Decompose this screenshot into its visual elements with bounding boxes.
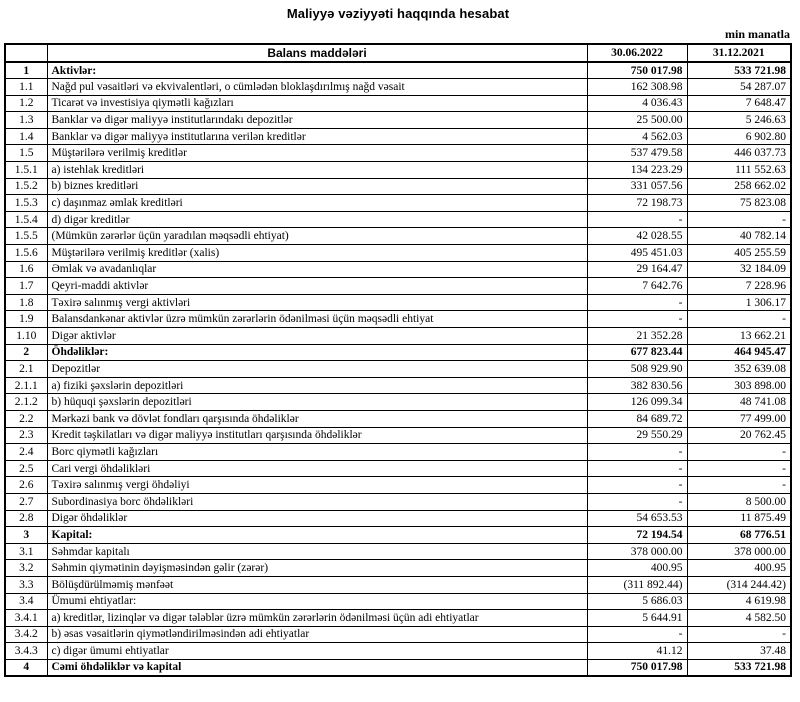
value-2022-cell: 25 500.00 [587, 112, 687, 129]
value-2021-cell: 11 875.49 [687, 510, 791, 527]
value-2021-cell: 37.48 [687, 643, 791, 660]
row-number-cell: 1.5.4 [5, 211, 47, 228]
value-2022-cell: 508 929.90 [587, 361, 687, 378]
value-2022-cell: 41.12 [587, 643, 687, 660]
row-label-cell: Müştərilərə verilmiş kreditlər (xalis) [47, 245, 587, 262]
row-number-cell: 1.1 [5, 79, 47, 96]
value-2022-cell: 5 686.03 [587, 593, 687, 610]
table-row [5, 278, 791, 295]
value-2022-cell: 84 689.72 [587, 410, 687, 427]
table-row [5, 211, 791, 228]
row-label-cell: d) digər kreditlər [47, 211, 587, 228]
table-row [5, 112, 791, 129]
table-body [5, 62, 791, 676]
table-row [5, 245, 791, 262]
value-2022-cell: - [587, 493, 687, 510]
table-row [5, 377, 791, 394]
row-label-cell: Nağd pul vəsaitləri və ekvivalentləri, o cümlədən bloklaşdırılmış nağd vəsait [47, 79, 587, 96]
row-number-cell: 1 [5, 62, 47, 79]
table-row [5, 195, 791, 212]
table-row [5, 95, 791, 112]
value-2022-cell: - [587, 477, 687, 494]
value-2022-cell: - [587, 444, 687, 461]
row-label-cell: Təxirə salınmış vergi öhdəliyi [47, 477, 587, 494]
value-2021-cell: 7 648.47 [687, 95, 791, 112]
row-number-cell: 3.1 [5, 543, 47, 560]
row-label-cell: Ticarət və investisiya qiymətli kağızları [47, 95, 587, 112]
value-2022-cell: - [587, 294, 687, 311]
value-2022-cell: 331 057.56 [587, 178, 687, 195]
header-date-2021-cell: 31.12.2021 [687, 44, 791, 62]
row-label-cell: Öhdəliklər: [47, 344, 587, 361]
table-row [5, 228, 791, 245]
value-2022-cell: 126 099.34 [587, 394, 687, 411]
row-number-cell: 1.6 [5, 261, 47, 278]
value-2021-cell: 77 499.00 [687, 410, 791, 427]
value-2021-cell: 13 662.21 [687, 328, 791, 345]
value-2022-cell: 4 562.03 [587, 128, 687, 145]
row-label-cell: Banklar və digər maliyyə institutlarına verilən kreditlər [47, 128, 587, 145]
value-2022-cell: 72 198.73 [587, 195, 687, 212]
row-number-cell: 1.4 [5, 128, 47, 145]
value-2022-cell: 42 028.55 [587, 228, 687, 245]
row-label-cell: b) biznes kreditləri [47, 178, 587, 195]
row-label-cell: Cari vergi öhdəlikləri [47, 460, 587, 477]
row-label-cell: Bölüşdürülməmiş mənfəət [47, 576, 587, 593]
row-number-cell: 1.5.6 [5, 245, 47, 262]
value-2021-cell: 32 184.09 [687, 261, 791, 278]
row-label-cell: Banklar və digər maliyyə institutlarındakı depozitlər [47, 112, 587, 129]
table-row [5, 610, 791, 627]
value-2021-cell: (314 244.42) [687, 576, 791, 593]
value-2022-cell: 4 036.43 [587, 95, 687, 112]
row-label-cell: Səhmin qiymətinin dəyişməsindən gəlir (zərər) [47, 560, 587, 577]
value-2021-cell: 4 582.50 [687, 610, 791, 627]
row-number-cell: 1.9 [5, 311, 47, 328]
table-row [5, 394, 791, 411]
value-2022-cell: 750 017.98 [587, 62, 687, 79]
row-number-cell: 1.3 [5, 112, 47, 129]
row-number-cell: 3.4.2 [5, 626, 47, 643]
value-2021-cell: - [687, 444, 791, 461]
table-header-row [5, 44, 791, 62]
page-title: Maliyyə vəziyyəti haqqında hesabat [286, 6, 510, 21]
value-2021-cell: 111 552.63 [687, 162, 791, 179]
row-number-cell: 1.5.5 [5, 228, 47, 245]
row-label-cell: Səhmdar kapitalı [47, 543, 587, 560]
table-row [5, 576, 791, 593]
row-number-cell: 1.5.3 [5, 195, 47, 212]
value-2021-cell: 1 306.17 [687, 294, 791, 311]
table-row [5, 178, 791, 195]
row-number-cell: 2.1.2 [5, 394, 47, 411]
row-number-cell: 2 [5, 344, 47, 361]
row-label-cell: Depozitlər [47, 361, 587, 378]
value-2022-cell: 162 308.98 [587, 79, 687, 96]
row-number-cell: 3.2 [5, 560, 47, 577]
value-2021-cell: 48 741.08 [687, 394, 791, 411]
value-2022-cell: 21 352.28 [587, 328, 687, 345]
table-row [5, 328, 791, 345]
row-label-cell: Digər aktivlər [47, 328, 587, 345]
row-number-cell: 2.7 [5, 493, 47, 510]
row-label-cell: Mərkəzi bank və dövlət fondları qarşısında öhdəliklər [47, 410, 587, 427]
value-2022-cell: 382 830.56 [587, 377, 687, 394]
table-row [5, 261, 791, 278]
row-number-cell: 2.6 [5, 477, 47, 494]
value-2021-cell: 378 000.00 [687, 543, 791, 560]
table-row [5, 659, 791, 676]
row-label-cell: b) hüquqi şəxslərin depozitləri [47, 394, 587, 411]
row-label-cell: Subordinasiya borc öhdəlikləri [47, 493, 587, 510]
row-number-cell: 2.1.1 [5, 377, 47, 394]
value-2022-cell: 400.95 [587, 560, 687, 577]
row-label-cell: c) digər ümumi ehtiyatlar [47, 643, 587, 660]
value-2022-cell: 5 644.91 [587, 610, 687, 627]
row-number-cell: 1.10 [5, 328, 47, 345]
row-number-cell: 3.4.3 [5, 643, 47, 660]
value-2022-cell: 29 550.29 [587, 427, 687, 444]
value-2022-cell: 7 642.76 [587, 278, 687, 295]
table-row [5, 643, 791, 660]
row-number-cell: 2.5 [5, 460, 47, 477]
table-row [5, 410, 791, 427]
value-2022-cell: (311 892.44) [587, 576, 687, 593]
row-number-cell: 1.5.1 [5, 162, 47, 179]
balance-sheet-table [4, 43, 792, 677]
table-row [5, 128, 791, 145]
value-2021-cell: 400.95 [687, 560, 791, 577]
value-2022-cell: 29 164.47 [587, 261, 687, 278]
row-number-cell: 3.4 [5, 593, 47, 610]
row-label-cell: Əmlak və avadanlıqlar [47, 261, 587, 278]
value-2021-cell: 40 782.14 [687, 228, 791, 245]
row-number-cell: 3 [5, 527, 47, 544]
value-2021-cell: - [687, 211, 791, 228]
row-label-cell: Ümumi ehtiyatlar: [47, 593, 587, 610]
value-2022-cell: 750 017.98 [587, 659, 687, 676]
row-label-cell: Kapital: [47, 527, 587, 544]
row-number-cell: 4 [5, 659, 47, 676]
value-2021-cell: 54 287.07 [687, 79, 791, 96]
table-row [5, 344, 791, 361]
value-2021-cell: 20 762.45 [687, 427, 791, 444]
value-2021-cell: 7 228.96 [687, 278, 791, 295]
row-label-cell: b) əsas vəsaitlərin qiymətləndirilməsindən adi ehtiyatlar [47, 626, 587, 643]
row-label-cell: a) fiziki şəxslərin depozitləri [47, 377, 587, 394]
row-label-cell: Təxirə salınmış vergi aktivləri [47, 294, 587, 311]
table-row [5, 477, 791, 494]
table-row [5, 493, 791, 510]
table-row [5, 62, 791, 79]
value-2022-cell: 72 194.54 [587, 527, 687, 544]
row-label-cell: Borc qiymətli kağızları [47, 444, 587, 461]
value-2021-cell: 5 246.63 [687, 112, 791, 129]
table-row [5, 510, 791, 527]
row-number-cell: 2.1 [5, 361, 47, 378]
row-label-cell: Balansdankənar aktivlər üzrə mümkün zərərlərin ödənilməsi üçün məqsədli ehtiyat [47, 311, 587, 328]
value-2021-cell: 533 721.98 [687, 659, 791, 676]
value-2022-cell: 134 223.29 [587, 162, 687, 179]
table-row [5, 145, 791, 162]
row-label-cell: a) kreditlər, lizinqlər və digər tələblər üzrə mümkün zərərlərin ödənilməsi üçün adi ehtiyatlar [47, 610, 587, 627]
row-number-cell: 3.3 [5, 576, 47, 593]
value-2021-cell: 75 823.08 [687, 195, 791, 212]
value-2022-cell: 677 823.44 [587, 344, 687, 361]
value-2021-cell: 8 500.00 [687, 493, 791, 510]
table-row [5, 626, 791, 643]
value-2021-cell: - [687, 626, 791, 643]
row-label-cell: Cəmi öhdəliklər və kapital [47, 659, 587, 676]
table-row [5, 361, 791, 378]
table-row [5, 560, 791, 577]
row-label-cell: c) daşınmaz əmlak kreditləri [47, 195, 587, 212]
value-2022-cell: 54 653.53 [587, 510, 687, 527]
header-date-2022-cell: 30.06.2022 [587, 44, 687, 62]
row-label-cell: Digər öhdəliklər [47, 510, 587, 527]
row-number-cell: 1.2 [5, 95, 47, 112]
row-label-cell: Müştərilərə verilmiş kreditlər [47, 145, 587, 162]
table-row [5, 79, 791, 96]
table-row [5, 427, 791, 444]
table-row [5, 527, 791, 544]
table-row [5, 444, 791, 461]
row-number-cell: 1.7 [5, 278, 47, 295]
row-label-cell: Qeyri-maddi aktivlər [47, 278, 587, 295]
row-number-cell: 2.2 [5, 410, 47, 427]
row-number-cell: 1.8 [5, 294, 47, 311]
value-2021-cell: 4 619.98 [687, 593, 791, 610]
table-row [5, 162, 791, 179]
table-row [5, 311, 791, 328]
value-2022-cell: - [587, 211, 687, 228]
value-2022-cell: - [587, 311, 687, 328]
table-row [5, 593, 791, 610]
value-2022-cell: 495 451.03 [587, 245, 687, 262]
value-2021-cell: 405 255.59 [687, 245, 791, 262]
unit-note: min manatla [724, 27, 790, 41]
value-2021-cell: 446 037.73 [687, 145, 791, 162]
value-2021-cell: 303 898.00 [687, 377, 791, 394]
row-number-cell: 2.3 [5, 427, 47, 444]
row-number-cell: 1.5.2 [5, 178, 47, 195]
row-label-cell: a) istehlak kreditləri [47, 162, 587, 179]
value-2022-cell: 378 000.00 [587, 543, 687, 560]
value-2021-cell: 258 662.02 [687, 178, 791, 195]
row-number-cell: 1.5 [5, 145, 47, 162]
value-2022-cell: - [587, 626, 687, 643]
table-row [5, 294, 791, 311]
row-label-cell: Kredit təşkilatları və digər maliyyə institutları qarşısında öhdəliklər [47, 427, 587, 444]
row-number-cell: 2.8 [5, 510, 47, 527]
value-2021-cell: - [687, 477, 791, 494]
header-item-cell: Balans maddələri [47, 44, 587, 62]
value-2022-cell: 537 479.58 [587, 145, 687, 162]
table-row [5, 460, 791, 477]
value-2021-cell: 533 721.98 [687, 62, 791, 79]
row-label-cell: Aktivlər: [47, 62, 587, 79]
header-number-cell [5, 44, 47, 62]
row-number-cell: 2.4 [5, 444, 47, 461]
value-2021-cell: 352 639.08 [687, 361, 791, 378]
row-number-cell: 3.4.1 [5, 610, 47, 627]
value-2021-cell: 6 902.80 [687, 128, 791, 145]
value-2021-cell: 68 776.51 [687, 527, 791, 544]
table-row [5, 543, 791, 560]
row-label-cell: (Mümkün zərərlər üçün yaradılan məqsədli ehtiyat) [47, 228, 587, 245]
value-2022-cell: - [587, 460, 687, 477]
value-2021-cell: - [687, 460, 791, 477]
value-2021-cell: - [687, 311, 791, 328]
value-2021-cell: 464 945.47 [687, 344, 791, 361]
